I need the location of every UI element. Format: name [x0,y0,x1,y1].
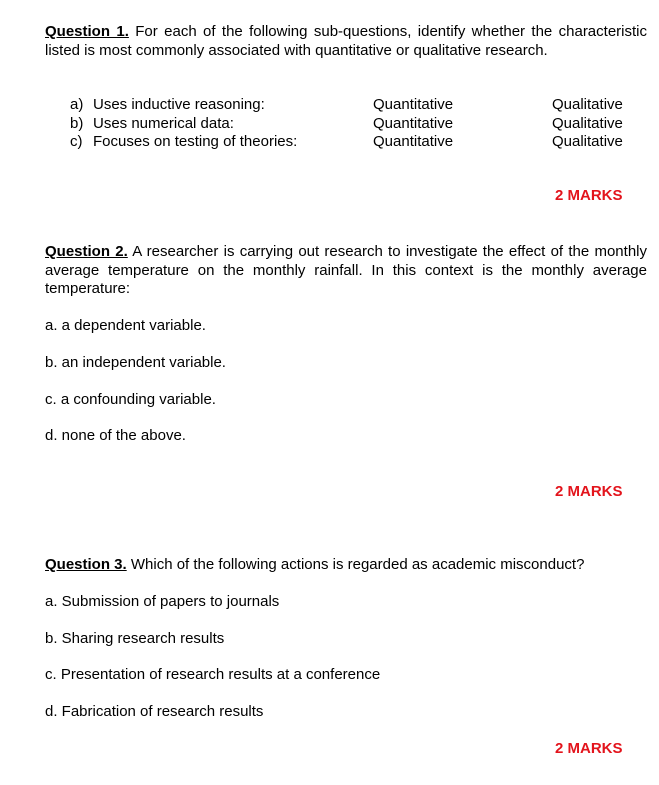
question-1-title: Question 1. [45,23,129,40]
q1-row-a-quantitative: Quantitative [373,96,454,113]
question-3-block [45,556,584,573]
q1-row-c-qualitative: Qualitative [552,133,623,150]
q1-row-a-qualitative: Qualitative [552,96,623,113]
question-3-title: Question 3. [45,556,127,573]
q1-row-c-letter: c) [70,133,83,150]
q1-row-b-text: Uses numerical data: [93,115,234,132]
question-2-title: Question 2. [45,243,128,260]
question-3-text: Which of the following actions is regarded as academic misconduct? [130,556,585,573]
question-1-marks: 2 MARKS [555,187,623,204]
q3-option-d: d. Fabrication of research results [45,703,264,720]
q1-row-b-letter: b) [70,115,84,132]
q2-option-a: a. a dependent variable. [45,317,206,334]
q3-option-b: b. Sharing research results [45,630,225,647]
q1-row-c-text: Focuses on testing of theories: [93,133,298,150]
question-2-block [45,243,647,299]
q2-option-d: d. none of the above. [45,427,186,444]
q1-row-c-quantitative: Quantitative [373,133,454,150]
q2-option-b: b. an independent variable. [45,354,226,371]
question-3-marks: 2 MARKS [555,740,623,757]
q2-option-c: c. a confounding variable. [45,391,216,408]
q1-row-b-qualitative: Qualitative [552,115,623,132]
question-2-text: A researcher is carrying out research to investigate the effect of the monthly average temperature on the monthly rainfall. In this context is the monthly average temperature: [45,243,647,297]
q3-option-a: a. Submission of papers to journals [45,593,280,610]
q1-row-a-text: Uses inductive reasoning: [93,96,265,113]
q3-option-c: c. Presentation of research results at a conference [45,666,381,683]
question-2-marks: 2 MARKS [555,483,623,500]
q1-row-a-letter: a) [70,96,84,113]
question-1-text: For each of the following sub-questions, identify whether the characteristic listed is most commonly associated with quantitative or qualitative research. [45,23,647,59]
question-1-block [45,23,647,60]
q1-row-b-quantitative: Quantitative [373,115,454,132]
